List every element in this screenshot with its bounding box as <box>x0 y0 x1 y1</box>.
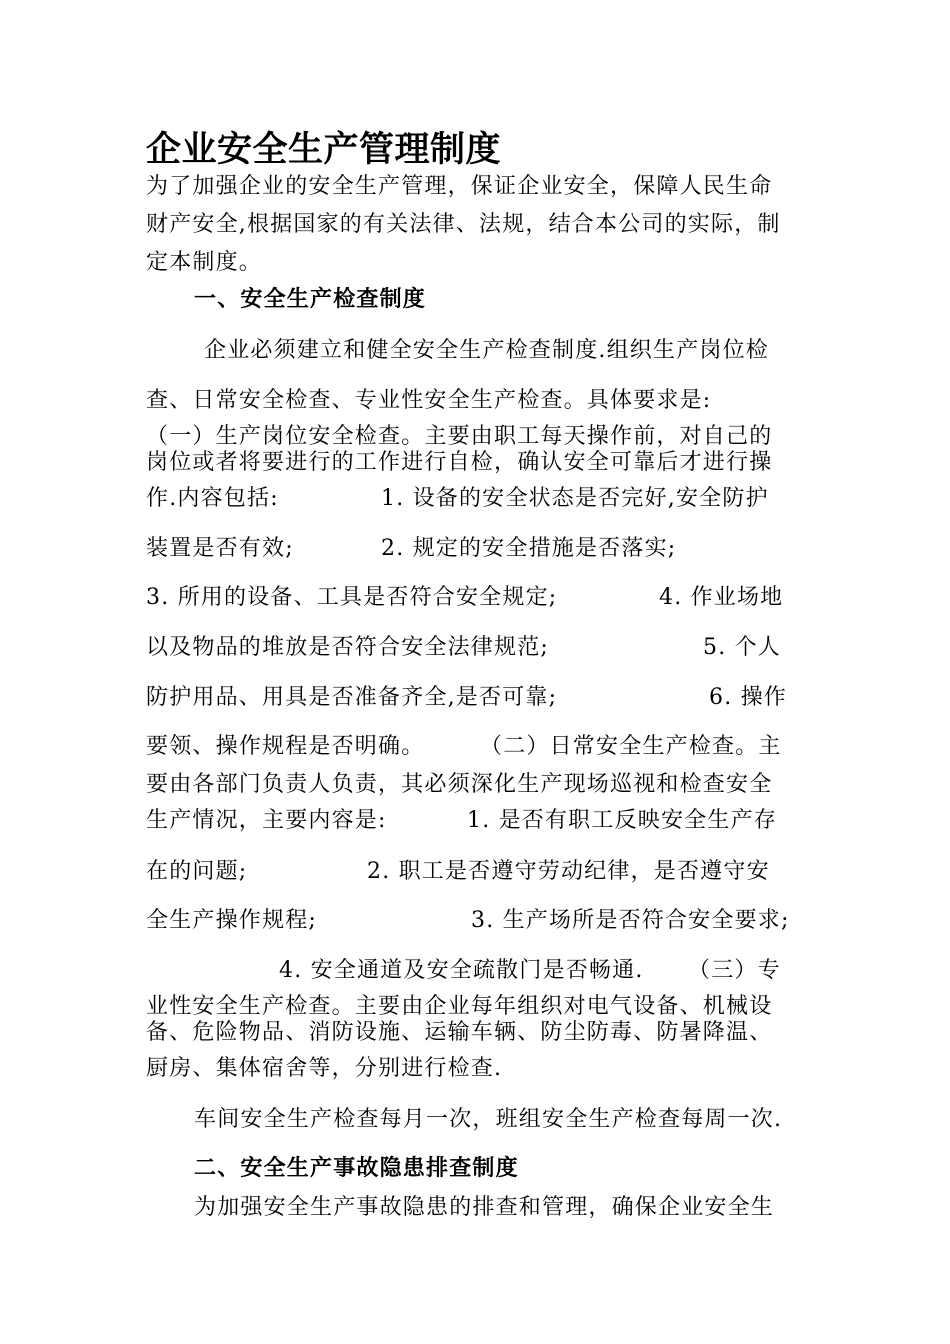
paragraph-line: 岗位或者将要进行的工作进行自检，确认安全可靠后才进行操 <box>146 450 773 475</box>
paragraph-line: 财产安全,根据国家的有关法律、法规，结合本公司的实际，制 <box>146 212 781 237</box>
list-item: 3. 所用的设备、工具是否符合安全规定; <box>146 585 558 610</box>
paragraph-line: 以及物品的堆放是否符合安全法律规范; <box>146 635 550 660</box>
section-heading: 一、安全生产检查制度 <box>194 287 427 312</box>
paragraph-line: 要由各部门负责人负责，其必须深化生产现场巡视和检查安全 <box>146 772 773 797</box>
paragraph-line: 备、危险物品、消防设施、运输车辆、防尘防毒、防暑降温、 <box>146 1020 773 1045</box>
paragraph-line: 车间安全生产检查每月一次，班组安全生产检查每周一次. <box>194 1107 783 1132</box>
paragraph-line: 要领、操作规程是否明确。 <box>146 734 425 759</box>
paragraph-line: 防护用品、用具是否准备齐全,是否可靠; <box>146 685 558 710</box>
document-title: 企业安全生产管理制度 <box>146 129 502 170</box>
paragraph-line: 为加强安全生产事故隐患的排查和管理，确保企业安全生 <box>194 1195 775 1220</box>
section-heading: 二、安全生产事故隐患排查制度 <box>194 1156 519 1181</box>
list-item: 2. 规定的安全措施是否落实; <box>381 536 677 561</box>
list-item: 2. 职工是否遵守劳动纪律，是否遵守安 <box>367 859 770 884</box>
paragraph-line: 为了加强企业的安全生产管理，保证企业安全，保障人民生命 <box>146 174 773 199</box>
paragraph-line: （一）生产岗位安全检查。主要由职工每天操作前，对自己的 <box>146 424 773 449</box>
paragraph-line: （三）专 <box>688 958 781 983</box>
paragraph-line: 装置是否有效; <box>146 536 294 561</box>
list-item: 1. 是否有职工反映安全生产存 <box>467 808 777 833</box>
paragraph-line: 在的问题; <box>146 859 248 884</box>
paragraph-line: 全生产操作规程; <box>146 908 318 933</box>
list-item: 6. 操作 <box>709 685 787 710</box>
paragraph-line: 定本制度。 <box>146 250 263 275</box>
paragraph-line: 生产情况，主要内容是: <box>146 808 387 833</box>
list-item: 5. 个人 <box>703 635 781 660</box>
paragraph-line: 作.内容包括: <box>146 486 279 511</box>
list-item: 4. 作业场地 <box>659 585 784 610</box>
list-item: 3. 生产场所是否符合安全要求; <box>471 908 790 933</box>
paragraph-line: 业性安全生产检查。主要由企业每年组织对电气设备、机械设 <box>146 994 773 1019</box>
paragraph-line: 厨房、集体宿舍等，分别进行检查. <box>146 1056 503 1081</box>
paragraph-line: 查、日常安全检查、专业性安全生产检查。具体要求是: <box>146 388 712 413</box>
paragraph-line: （二）日常安全生产检查。主 <box>480 734 782 759</box>
list-item: 1. 设备的安全状态是否完好,安全防护 <box>381 486 769 511</box>
paragraph-line: 企业必须建立和健全安全生产检查制度.组织生产岗位检 <box>204 338 769 363</box>
list-item: 4. 安全通道及安全疏散门是否畅通. <box>279 958 644 983</box>
